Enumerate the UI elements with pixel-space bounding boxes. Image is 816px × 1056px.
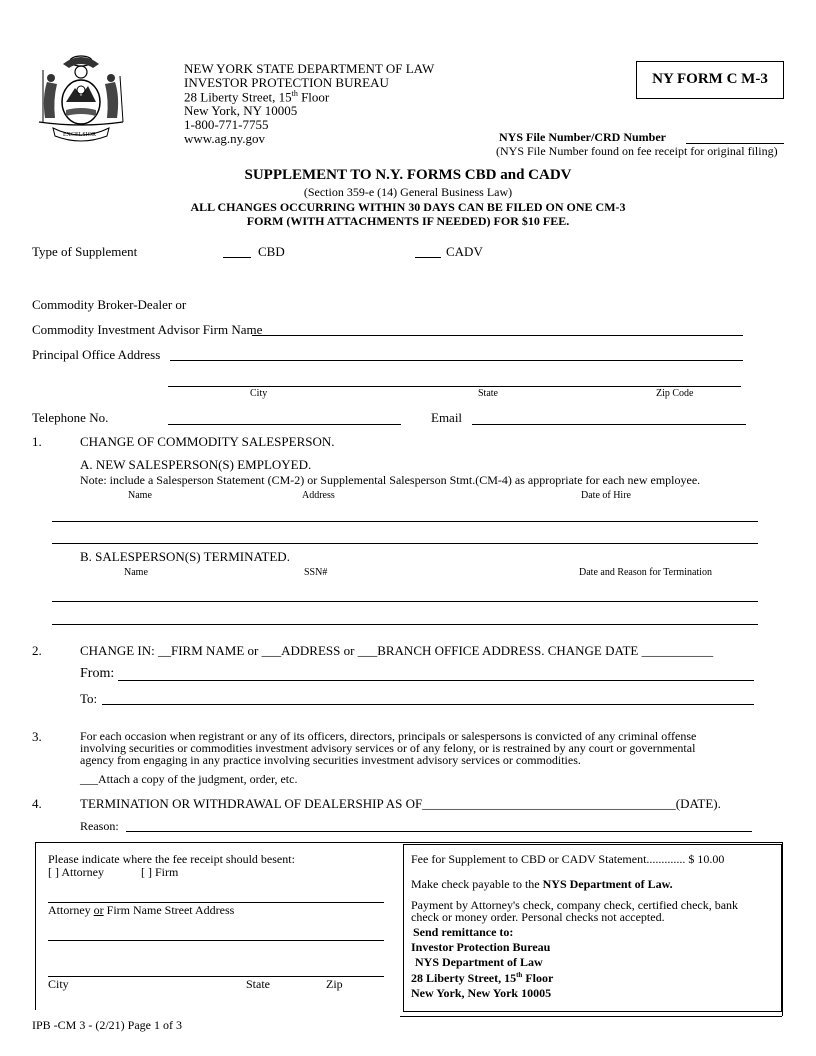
- fee-remit-addr2: NYS Department of Law: [415, 955, 543, 969]
- fee-payable: [411, 877, 673, 892]
- section-1a-title: A. NEW SALESPERSON(S) EMPLOYED.: [80, 457, 312, 472]
- seal-motto: EXCELSIOR: [63, 132, 96, 138]
- reason-field[interactable]: [126, 831, 752, 832]
- bureau-phone: 1-800-771-7755: [184, 117, 269, 132]
- term-col-reason: Date and Reason for Termination: [579, 567, 712, 578]
- to-label: To:: [80, 691, 98, 706]
- fee-payable-pre: Make check payable to the: [411, 877, 543, 891]
- receipt-city-caption: City: [48, 977, 69, 991]
- fee-remit-sup: th: [516, 971, 523, 979]
- file-number-note: (NYS File Number found on fee receipt for original filing): [496, 144, 778, 158]
- receipt-address-label: [48, 903, 234, 918]
- receipt-address-or: or: [93, 903, 104, 917]
- supplement-cbd-label: CBD: [258, 244, 285, 259]
- section-3-number: 3.: [32, 729, 42, 744]
- state-seal: [33, 52, 129, 146]
- new-salesperson-row-1[interactable]: [52, 521, 758, 522]
- form-section: (Section 359-e (14) General Business Law): [303, 185, 513, 199]
- city-state-zip-field[interactable]: [168, 386, 741, 387]
- email-field[interactable]: [472, 424, 746, 425]
- lower-outline-right: [782, 842, 783, 1016]
- fee-line: Fee for Supplement to CBD or CADV Statement............. $ 10.00: [411, 852, 725, 866]
- zip-caption: Zip Code: [656, 388, 694, 399]
- principal-address-label: Principal Office Address: [32, 347, 161, 362]
- term-col-ssn: SSN#: [304, 567, 328, 578]
- fee-notice-line2: FORM (WITH ATTACHMENTS IF NEEDED) FOR $10 FEE.: [246, 214, 570, 228]
- supplement-cadv-blank[interactable]: [415, 257, 441, 258]
- telephone-label: Telephone No.: [32, 410, 109, 425]
- telephone-field[interactable]: [168, 424, 401, 425]
- street-floor: Floor: [301, 89, 330, 105]
- supplement-type-label: Type of Supplement: [32, 244, 138, 259]
- street-sup: th: [291, 89, 298, 98]
- section-4-text: TERMINATION OR WITHDRAWAL OF DEALERSHIP AS OF_______________________________________(DATE).: [80, 796, 721, 811]
- page-footer: IPB -CM 3 - (2/21) Page 1 of 3: [32, 1018, 182, 1032]
- firm-label-line2: Commodity Investment Advisor Firm Name: [32, 322, 263, 337]
- terminated-row-2[interactable]: [52, 624, 758, 625]
- fee-remit-addr4: New York, New York 10005: [411, 986, 552, 1000]
- lower-outline-bottom: [400, 1016, 782, 1017]
- section-1a-note: Note: include a Salesperson Statement (CM-2) or Supplemental Salesperson Stmt.(CM-4) as appropriate for each new employee.: [80, 473, 701, 487]
- to-field[interactable]: [102, 704, 754, 705]
- fee-remit-addr3: [411, 971, 553, 986]
- new-col-date: Date of Hire: [581, 490, 631, 501]
- bureau-name: INVESTOR PROTECTION BUREAU: [184, 75, 389, 90]
- terminated-row-1[interactable]: [52, 601, 758, 602]
- receipt-firm-option[interactable]: [ ] Firm: [141, 865, 179, 879]
- reason-label: Reason:: [80, 819, 119, 833]
- bureau-city: New York, NY 10005: [184, 103, 298, 118]
- from-label: From:: [80, 666, 115, 681]
- receipt-zip-caption: Zip: [326, 977, 343, 991]
- fee-remit-floor: Floor: [522, 971, 554, 985]
- supplement-cbd-blank[interactable]: [223, 257, 251, 258]
- receipt-address-pre: Attorney: [48, 903, 94, 917]
- fee-payable-dept: NYS Department of Law.: [542, 877, 673, 891]
- email-label: Email: [431, 410, 463, 425]
- receipt-attorney-option[interactable]: [ ] Attorney: [48, 865, 104, 879]
- section-1b-title: B. SALESPERSON(S) TERMINATED.: [80, 549, 290, 564]
- section-4-number: 4.: [32, 796, 42, 811]
- term-col-name: Name: [124, 567, 148, 578]
- receipt-state-caption: State: [246, 977, 270, 991]
- section-3-line3: agency from engaging in any practice involving securities investment advisory services or commodities.: [80, 753, 581, 767]
- fee-remit-street: 28 Liberty Street, 15: [411, 971, 517, 985]
- form-id-box: [636, 61, 784, 99]
- new-col-address: Address: [302, 490, 335, 501]
- attach-judgment[interactable]: ___Attach a copy of the judgment, order, etc.: [80, 772, 298, 786]
- lower-outline-top: [35, 842, 782, 843]
- receipt-street-line[interactable]: [48, 940, 384, 941]
- new-col-name: Name: [128, 490, 152, 501]
- from-field[interactable]: [118, 680, 754, 681]
- street-text: 28 Liberty Street, 15: [184, 89, 292, 105]
- receipt-prompt: Please indicate where the fee receipt should besent:: [48, 852, 295, 866]
- agency-name: NEW YORK STATE DEPARTMENT OF LAW: [184, 61, 435, 76]
- bureau-website[interactable]: www.ag.ny.gov: [184, 131, 265, 146]
- new-salesperson-row-2[interactable]: [52, 543, 758, 544]
- fee-remit-addr1: Investor Protection Bureau: [411, 940, 551, 954]
- firm-name-field[interactable]: [252, 335, 743, 336]
- section-3-line1: For each occasion when registrant or any of its officers, directors, principals or salespersons is convicted of any criminal offense: [80, 729, 697, 743]
- lower-outline-left: [35, 842, 36, 1010]
- form-title: SUPPLEMENT TO N.Y. FORMS CBD and CADV: [244, 167, 572, 183]
- fee-payment-line1: Payment by Attorney's check, company check, certified check, bank: [411, 898, 739, 912]
- receipt-address-post: Firm Name Street Address: [103, 903, 235, 917]
- section-2-text: CHANGE IN: __FIRM NAME or ___ADDRESS or ___BRANCH OFFICE ADDRESS. CHANGE DATE ___________: [80, 643, 714, 658]
- supplement-cadv-label: CADV: [446, 244, 483, 259]
- section-1-number: 1.: [32, 434, 42, 449]
- form-id: NY FORM C M-3: [652, 71, 768, 87]
- fee-notice-line1: ALL CHANGES OCCURRING WITHIN 30 DAYS CAN BE FILED ON ONE CM-3: [190, 200, 626, 214]
- fee-remit-label: Send remittance to:: [413, 925, 514, 939]
- file-number-label: NYS File Number/CRD Number: [499, 130, 666, 144]
- city-caption: City: [250, 388, 268, 399]
- fee-payment-line2: check or money order. Personal checks not accepted.: [411, 910, 665, 924]
- state-caption: State: [478, 388, 498, 399]
- principal-address-field[interactable]: [170, 360, 743, 361]
- section-1-title: CHANGE OF COMMODITY SALESPERSON.: [80, 434, 335, 449]
- section-2-number: 2.: [32, 643, 42, 658]
- section-3-line2: involving securities or commodities investment advisory services or of any felony, or is restrained by any court or governmental: [80, 741, 696, 755]
- firm-label-line1: Commodity Broker-Dealer or: [32, 297, 187, 312]
